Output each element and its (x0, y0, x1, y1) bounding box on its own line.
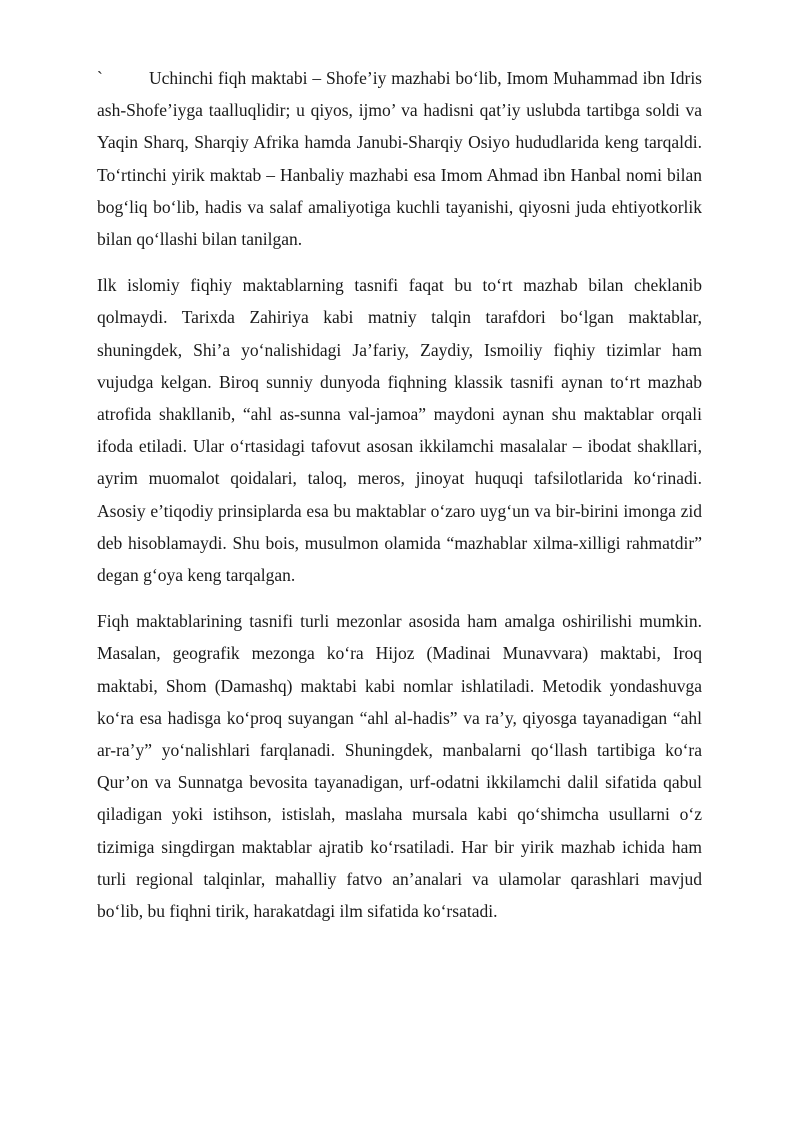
stray-backtick-mark: ` (97, 68, 103, 88)
paragraph-2-text: Ilk islomiy fiqhiy maktablarning tasnifi faqat bu toʻrt mazhab bilan cheklanib qolmaydi. Tarixda Zahiriya kabi matniy talqin tarafdori boʻlgan maktablar, shuningdek, Shi’a yoʻnalishidagi Ja’fariy, Zaydiy, Ismoiliy fiqhiy tizimlar ham vujudga kelgan. Biroq sunniy dunyoda fiqhning klassik tasnifi aynan toʻrt mazhab atrofida shakllanib, “ahl as-sunna val-jamoa” maydoni aynan shu maktablar orqali ifoda etiladi. Ular oʻrtasidagi tafovut asosan ikkilamchi masalalar – ibodat shakllari, ayrim muomalot qoidalari, taloq, meros, jinoyat huquqi tafsilotlarida koʻrinadi. Asosiy e’tiqodiy prinsiplarda esa bu maktablar oʻzaro uygʻun va bir-birini imonga zid deb hisoblamaydi. Shu bois, musulmon olamida “mazhablar xilma-xilligi rahmatdir” degan gʻoya keng tarqalgan. (97, 275, 702, 586)
paragraph-3-text: Fiqh maktablarining tasnifi turli mezonlar asosida ham amalga oshirilishi mumkin. Masalan, geografik mezonga koʻra Hijoz (Madinai Munavvara) maktabi, Iroq maktabi, Shom (Damashq) maktabi kabi nomlar ishlatiladi. Metodik yondashuvga koʻra esa hadisga koʻproq suyangan “ahl al-hadis” va ra’y, qiyosga tayanadigan “ahl ar-ra’y” yoʻnalishlari farqlanadi. Shuningdek, manbalarni qoʻllash tartibiga koʻra Qur’on va Sunnatga bevosita tayanadigan, urf-odatni ikkilamchi dalil sifatida qabul qiladigan yoki istihson, istislah, maslaha mursala kabi qoʻshimcha usullarni oʻz tizimiga singdirgan maktablar ajratib koʻrsatiladi. Har bir yirik mazhab ichida ham turli regional talqinlar, mahalliy fatvo an’analari va ulamolar qarashlari mavjud boʻlib, bu fiqhni tirik, harakatdagi ilm sifatida koʻrsatadi. (97, 611, 702, 922)
paragraph-1-text: Uchinchi fiqh maktabi – Shofe’iy mazhabi boʻlib, Imom Muhammad ibn Idris ash-Shofe’iyga taalluqlidir; u qiyos, ijmo’ va hadisni qat’iy uslubda tartibga soldi va Yaqin Sharq, Sharqiy Afrika hamda Janubi-Sharqiy Osiyo hududlarida keng tarqaldi. Toʻrtinchi yirik maktab – Hanbaliy mazhabi esa Imom Ahmad ibn Hanbal nomi bilan bogʻliq boʻlib, hadis va salaf amaliyotiga kuchli tayanishi, qiyosni juda ehtiyotkorlik bilan qoʻllashi bilan tanilgan. (97, 68, 702, 250)
paragraph-2 (97, 269, 702, 591)
document-body (97, 62, 702, 941)
paragraph-1 (97, 62, 702, 255)
paragraph-3 (97, 605, 702, 927)
